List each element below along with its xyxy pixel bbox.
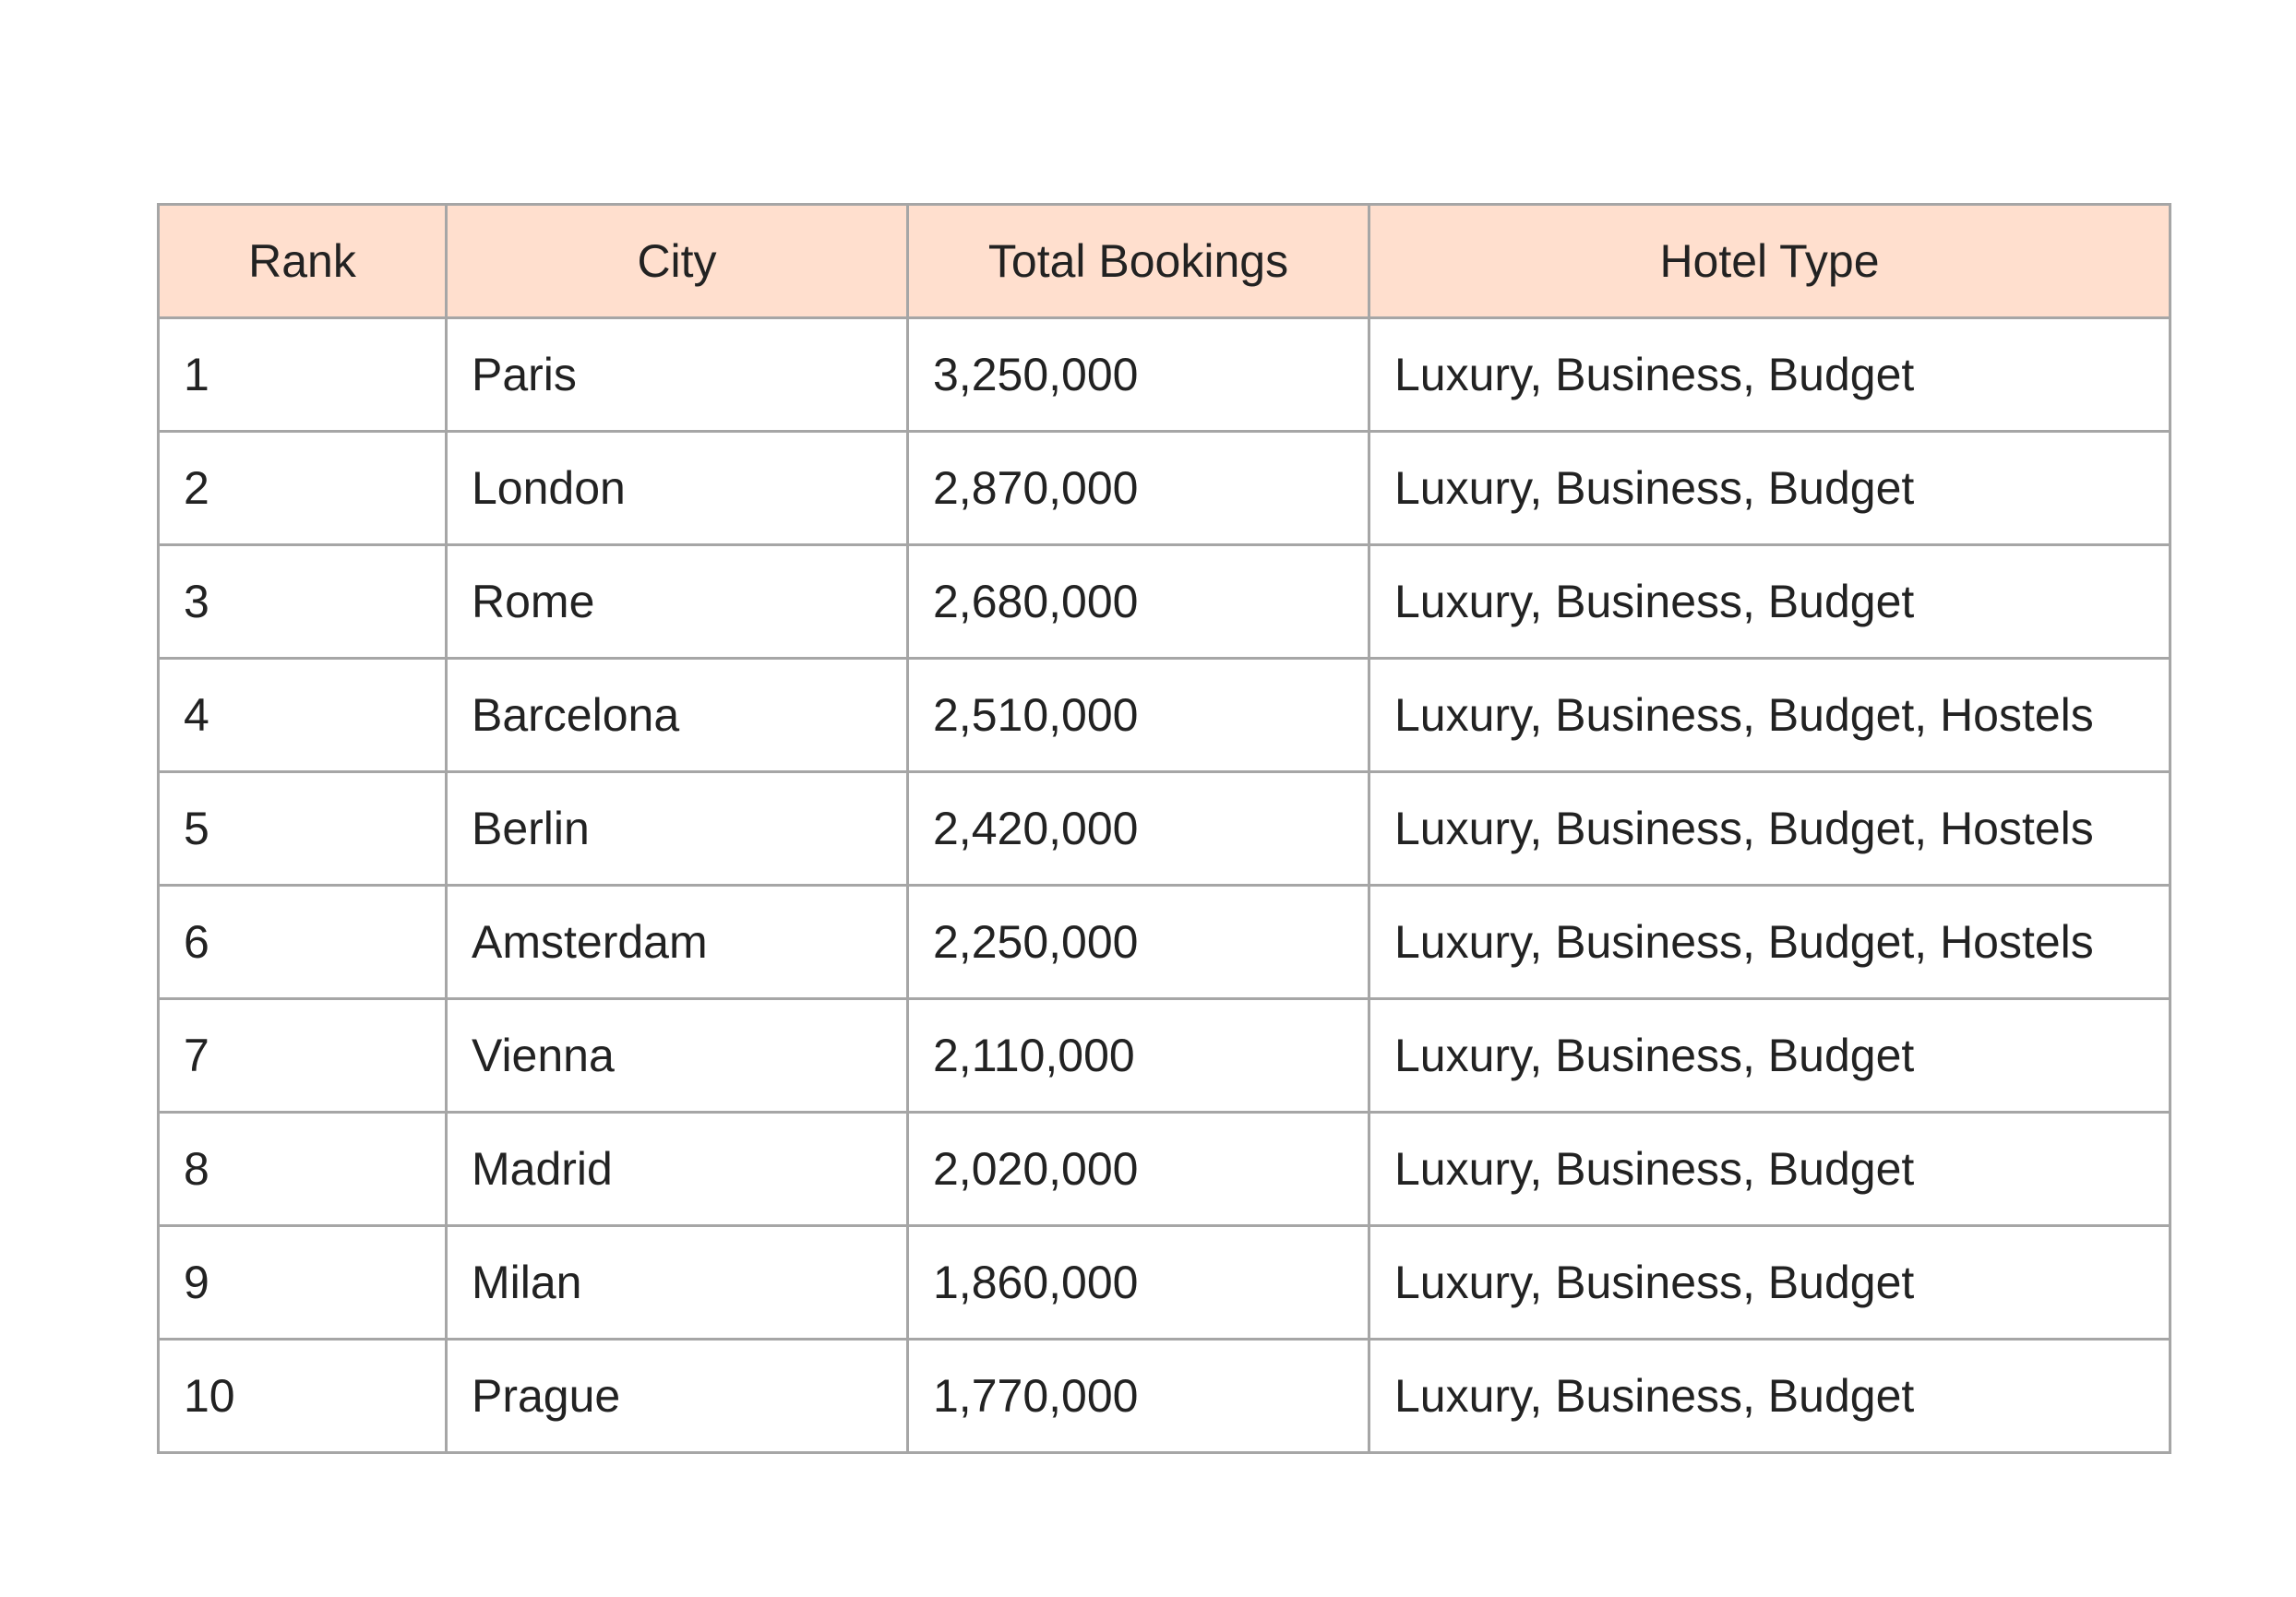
cell-total-bookings: 2,250,000 xyxy=(908,886,1369,999)
table-row xyxy=(159,886,2170,999)
cell-total-bookings: 2,110,000 xyxy=(908,999,1369,1113)
cell-city: Vienna xyxy=(447,999,908,1113)
header-rank: Rank xyxy=(159,205,447,318)
cell-hotel-type: Luxury, Business, Budget, Hostels xyxy=(1369,886,2170,999)
table-row xyxy=(159,318,2170,432)
cell-total-bookings: 1,860,000 xyxy=(908,1226,1369,1340)
header-hotel-type: Hotel Type xyxy=(1369,205,2170,318)
cell-hotel-type: Luxury, Business, Budget xyxy=(1369,1340,2170,1453)
header-city: City xyxy=(447,205,908,318)
cell-total-bookings: 2,870,000 xyxy=(908,432,1369,545)
cell-hotel-type: Luxury, Business, Budget, Hostels xyxy=(1369,659,2170,772)
cell-rank: 5 xyxy=(159,772,447,886)
table-row xyxy=(159,545,2170,659)
cell-city: Rome xyxy=(447,545,908,659)
cell-rank: 7 xyxy=(159,999,447,1113)
cell-total-bookings: 2,510,000 xyxy=(908,659,1369,772)
cell-total-bookings: 1,770,000 xyxy=(908,1340,1369,1453)
cell-rank: 4 xyxy=(159,659,447,772)
bookings-table xyxy=(157,203,2171,1454)
table-row xyxy=(159,999,2170,1113)
table-row xyxy=(159,772,2170,886)
header-total-bookings: Total Bookings xyxy=(908,205,1369,318)
cell-hotel-type: Luxury, Business, Budget, Hostels xyxy=(1369,772,2170,886)
table-row xyxy=(159,432,2170,545)
table-row xyxy=(159,659,2170,772)
cell-rank: 8 xyxy=(159,1113,447,1226)
cell-hotel-type: Luxury, Business, Budget xyxy=(1369,545,2170,659)
cell-rank: 6 xyxy=(159,886,447,999)
cell-city: Barcelona xyxy=(447,659,908,772)
cell-city: London xyxy=(447,432,908,545)
cell-total-bookings: 3,250,000 xyxy=(908,318,1369,432)
cell-total-bookings: 2,420,000 xyxy=(908,772,1369,886)
cell-rank: 2 xyxy=(159,432,447,545)
cell-hotel-type: Luxury, Business, Budget xyxy=(1369,432,2170,545)
cell-hotel-type: Luxury, Business, Budget xyxy=(1369,999,2170,1113)
table-body xyxy=(159,318,2170,1453)
cell-rank: 10 xyxy=(159,1340,447,1453)
table-row xyxy=(159,1113,2170,1226)
cell-hotel-type: Luxury, Business, Budget xyxy=(1369,1226,2170,1340)
cell-total-bookings: 2,680,000 xyxy=(908,545,1369,659)
cell-hotel-type: Luxury, Business, Budget xyxy=(1369,318,2170,432)
table-row xyxy=(159,1340,2170,1453)
header-row xyxy=(159,205,2170,318)
cell-rank: 1 xyxy=(159,318,447,432)
cell-city: Milan xyxy=(447,1226,908,1340)
cell-city: Amsterdam xyxy=(447,886,908,999)
cell-total-bookings: 2,020,000 xyxy=(908,1113,1369,1226)
cell-city: Prague xyxy=(447,1340,908,1453)
cell-city: Berlin xyxy=(447,772,908,886)
cell-rank: 3 xyxy=(159,545,447,659)
cell-city: Madrid xyxy=(447,1113,908,1226)
table-row xyxy=(159,1226,2170,1340)
cell-city: Paris xyxy=(447,318,908,432)
cell-hotel-type: Luxury, Business, Budget xyxy=(1369,1113,2170,1226)
cell-rank: 9 xyxy=(159,1226,447,1340)
